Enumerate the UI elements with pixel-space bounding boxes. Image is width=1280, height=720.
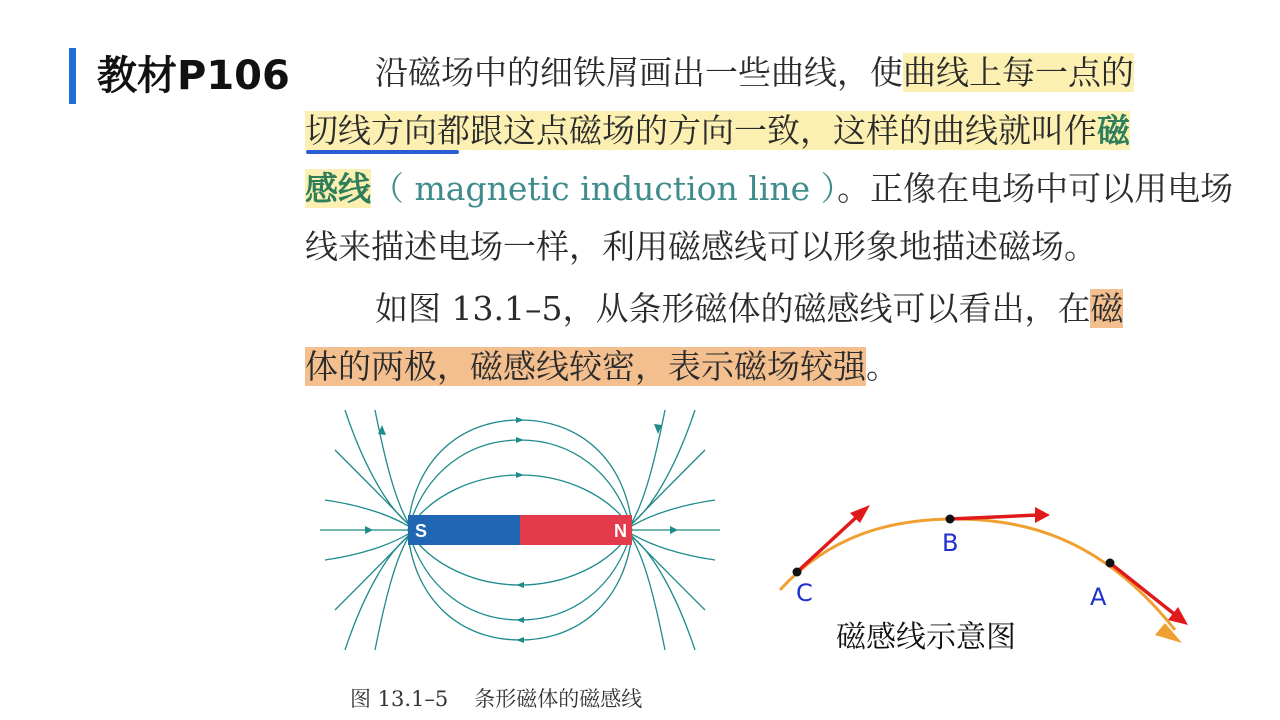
para1-line3 (305, 160, 1265, 218)
diagram-title: 磁感线示意图 (836, 620, 1016, 655)
caption-number: 图 13.1–5 (350, 687, 449, 711)
highlight-poles-dense: 体的两极，磁感线较密，表示磁场较强 (305, 347, 866, 386)
text-segment: 沿磁场中的细铁屑画出一些曲线，使 (375, 53, 903, 92)
text-segment: ，这样的曲线就叫作 (800, 111, 1097, 150)
figure-caption (350, 683, 642, 713)
highlight-tangent-phrase: 曲线上每一点的 (903, 53, 1134, 92)
page-title: 教材P106 (97, 53, 290, 99)
label-b: B (942, 529, 959, 557)
paragraph-density (305, 280, 1265, 396)
point-b (946, 515, 955, 524)
bar-magnet-field-figure (320, 410, 720, 650)
para2-line2 (305, 338, 1265, 396)
label-a: A (1090, 583, 1107, 611)
caption-text: 条形磁体的磁感线 (474, 687, 643, 711)
para2-line1 (305, 280, 1265, 338)
point-a (1106, 559, 1115, 568)
term-magnetic-line-start: 磁 (1097, 111, 1130, 150)
curve-arrow-head (1155, 623, 1182, 643)
text-segment: 线来描述电场一样，利用磁感线可以形象地描述磁场。 (305, 227, 1097, 266)
para1-line4 (305, 218, 1265, 276)
tangent-a (1110, 563, 1178, 617)
underline-annotation (306, 150, 459, 154)
text-segment: 如图 13.1–5，从条形磁体的磁感线可以看出，在 (375, 289, 1091, 328)
highlight-poles-start: 磁 (1090, 289, 1124, 328)
para1-line1 (305, 44, 1265, 102)
tangent-b (950, 515, 1038, 519)
point-c (793, 568, 802, 577)
tangent-b-arrow (1035, 507, 1050, 523)
highlight-direction-consistent: 都跟这点磁场的方向一致 (437, 111, 800, 150)
english-term: （ magnetic induction line ） (371, 169, 838, 208)
south-label: S (415, 521, 428, 541)
text-segment: 。正像在电场中可以用电场 (837, 169, 1234, 208)
text-segment: 。 (866, 347, 899, 386)
label-c: C (796, 579, 813, 607)
term-magnetic-line-end: 感线 (305, 169, 371, 208)
highlight-tangent-direction: 切线方向 (305, 111, 437, 150)
title-accent-bar (69, 48, 76, 104)
tangent-c (797, 512, 862, 572)
north-label: N (614, 521, 627, 541)
paragraph-definition (305, 44, 1265, 276)
